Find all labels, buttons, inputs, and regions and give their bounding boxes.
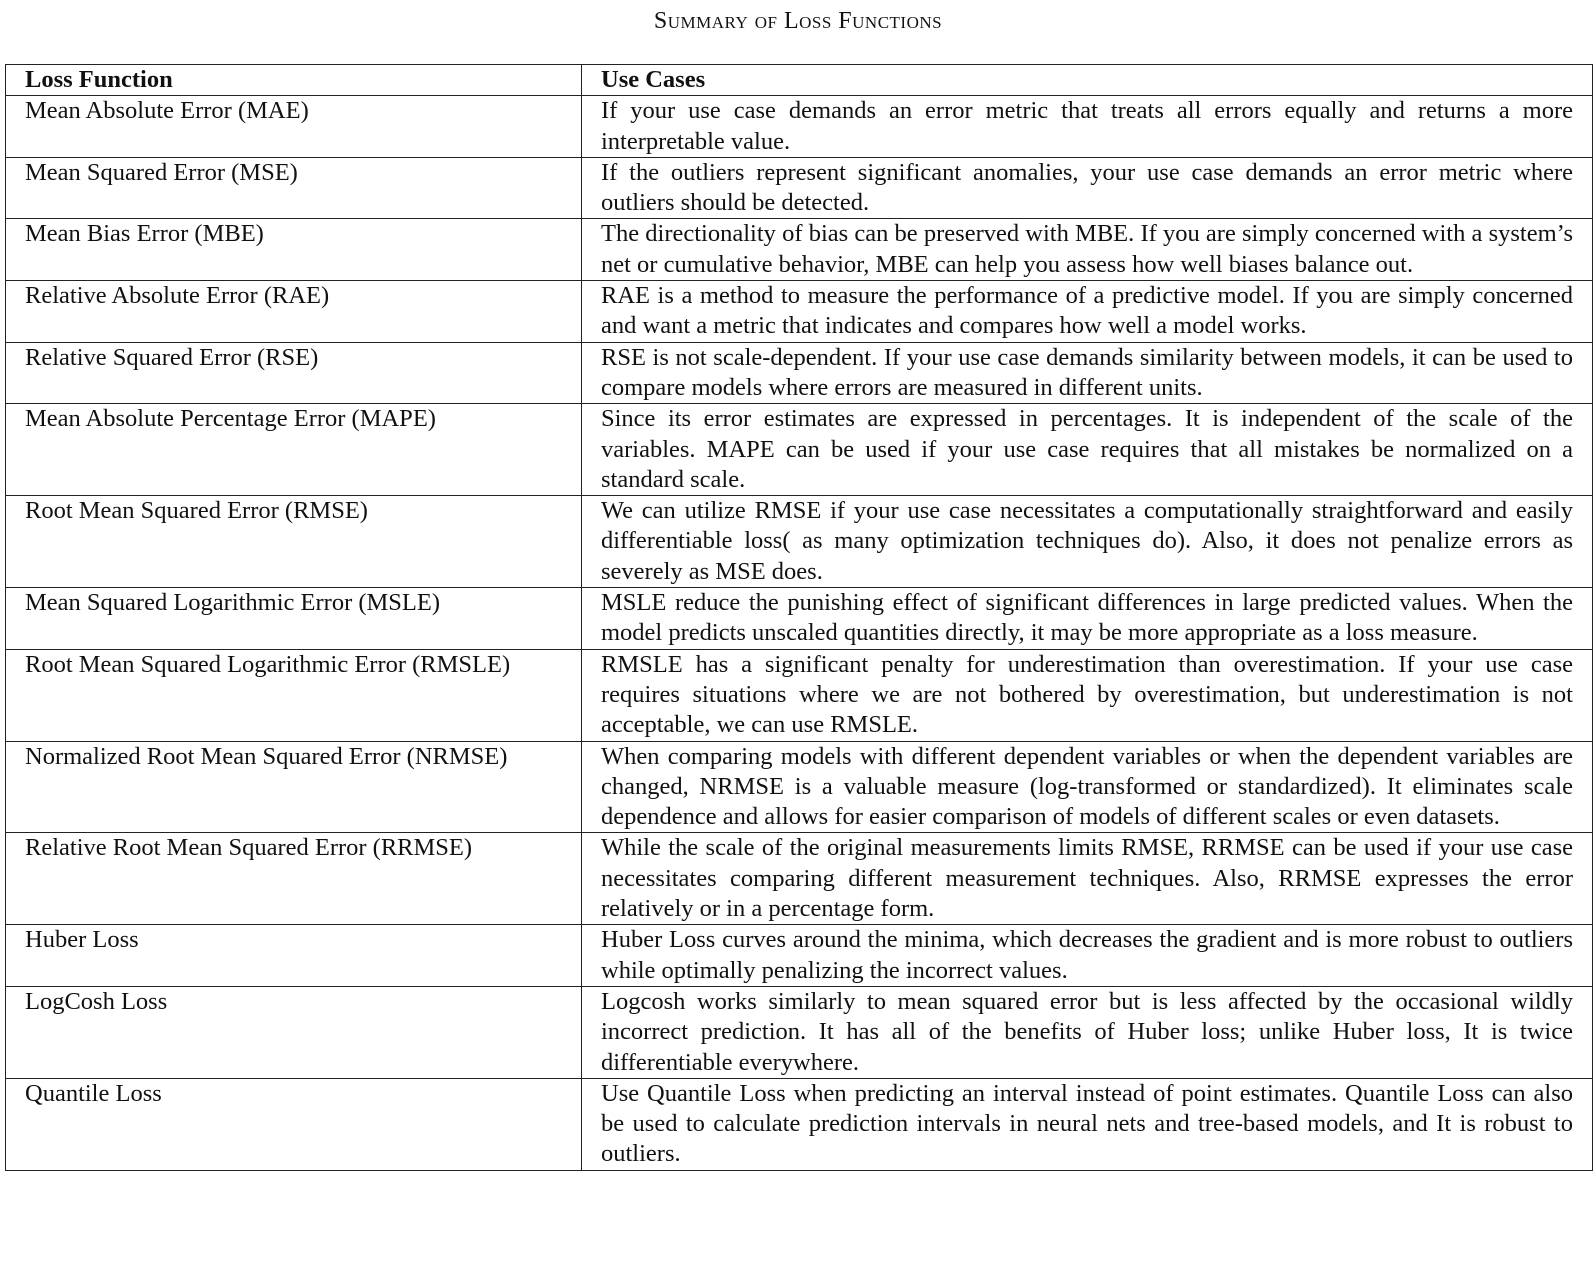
table-row	[6, 925, 1593, 987]
table-row	[6, 833, 1593, 925]
table-row	[6, 741, 1593, 833]
table-row	[6, 281, 1593, 343]
header-loss-function: Loss Function	[6, 65, 582, 96]
use-case-text: If the outliers represent significant anomalies, your use case demands an error metric where outliers should be detected.	[582, 157, 1593, 219]
table-row	[6, 404, 1593, 496]
loss-function-name: Relative Squared Error (RSE)	[6, 342, 582, 404]
use-case-text: While the scale of the original measurements limits RMSE, RRMSE can be used if your use case necessitates comparing different measurement techniques. Also, RRMSE expresses the error relatively or in a percentage form.	[582, 833, 1593, 925]
table-caption: Summary of Loss Functions	[653, 8, 943, 34]
table-header	[6, 65, 1593, 96]
use-case-text: If your use case demands an error metric that treats all errors equally and returns a more interpretable value.	[582, 96, 1593, 158]
loss-function-name: Huber Loss	[6, 925, 582, 987]
loss-function-name: Relative Root Mean Squared Error (RRMSE)	[6, 833, 582, 925]
loss-function-name: Mean Absolute Error (MAE)	[6, 96, 582, 158]
table-row	[6, 96, 1593, 158]
loss-function-name: Mean Squared Logarithmic Error (MSLE)	[6, 588, 582, 650]
table-row	[6, 588, 1593, 650]
loss-function-name: Mean Absolute Percentage Error (MAPE)	[6, 404, 582, 496]
use-case-text: RMSLE has a significant penalty for underestimation than overestimation. If your use case requires situations where we are not bothered by overestimation, but underestimation is not acceptable, we can use RMSLE.	[582, 649, 1593, 741]
loss-functions-table	[5, 64, 1593, 1171]
table-row	[6, 496, 1593, 588]
table-row	[6, 1078, 1593, 1170]
table-row	[6, 219, 1593, 281]
table-row	[6, 342, 1593, 404]
table-body	[6, 96, 1593, 1170]
loss-function-name: Root Mean Squared Logarithmic Error (RMSLE)	[6, 649, 582, 741]
table-row	[6, 157, 1593, 219]
header-row	[6, 65, 1593, 96]
loss-function-name: Root Mean Squared Error (RMSE)	[6, 496, 582, 588]
use-case-text: RAE is a method to measure the performance of a predictive model. If you are simply concerned and want a metric that indicates and compares how well a model works.	[582, 281, 1593, 343]
loss-function-name: LogCosh Loss	[6, 986, 582, 1078]
header-use-cases: Use Cases	[582, 65, 1593, 96]
use-case-text: The directionality of bias can be preserved with MBE. If you are simply concerned with a system’s net or cumulative behavior, MBE can help you assess how well biases balance out.	[582, 219, 1593, 281]
use-case-text: When comparing models with different dependent variables or when the dependent variables are changed, NRMSE is a valuable measure (log-transformed or standardized). It eliminates scale dependence and allows for easier comparison of models of different scales or even datasets.	[582, 741, 1593, 833]
table-row	[6, 986, 1593, 1078]
use-case-text: We can utilize RMSE if your use case necessitates a computationally straightforward and easily differentiable loss( as many optimization techniques do). Also, it does not penalize errors as severely as MSE does.	[582, 496, 1593, 588]
loss-function-name: Quantile Loss	[6, 1078, 582, 1170]
loss-function-name: Mean Squared Error (MSE)	[6, 157, 582, 219]
use-case-text: Since its error estimates are expressed in percentages. It is independent of the scale of the variables. MAPE can be used if your use case requires that all mistakes be normalized on a standard scale.	[582, 404, 1593, 496]
use-case-text: Use Quantile Loss when predicting an interval instead of point estimates. Quantile Loss can also be used to calculate prediction intervals in neural nets and tree-based models, and It is robust to outliers.	[582, 1078, 1593, 1170]
loss-function-name: Normalized Root Mean Squared Error (NRMSE)	[6, 741, 582, 833]
use-case-text: Logcosh works similarly to mean squared error but is less affected by the occasional wildly incorrect prediction. It has all of the benefits of Huber loss; unlike Huber loss, It is twice differentiable everywhere.	[582, 986, 1593, 1078]
use-case-text: RSE is not scale-dependent. If your use case demands similarity between models, it can be used to compare models where errors are measured in different units.	[582, 342, 1593, 404]
table-row	[6, 649, 1593, 741]
loss-function-name: Relative Absolute Error (RAE)	[6, 281, 582, 343]
use-case-text: MSLE reduce the punishing effect of significant differences in large predicted values. When the model predicts unscaled quantities directly, it may be more appropriate as a loss measure.	[582, 588, 1593, 650]
use-case-text: Huber Loss curves around the minima, which decreases the gradient and is more robust to outliers while optimally penalizing the incorrect values.	[582, 925, 1593, 987]
loss-function-name: Mean Bias Error (MBE)	[6, 219, 582, 281]
